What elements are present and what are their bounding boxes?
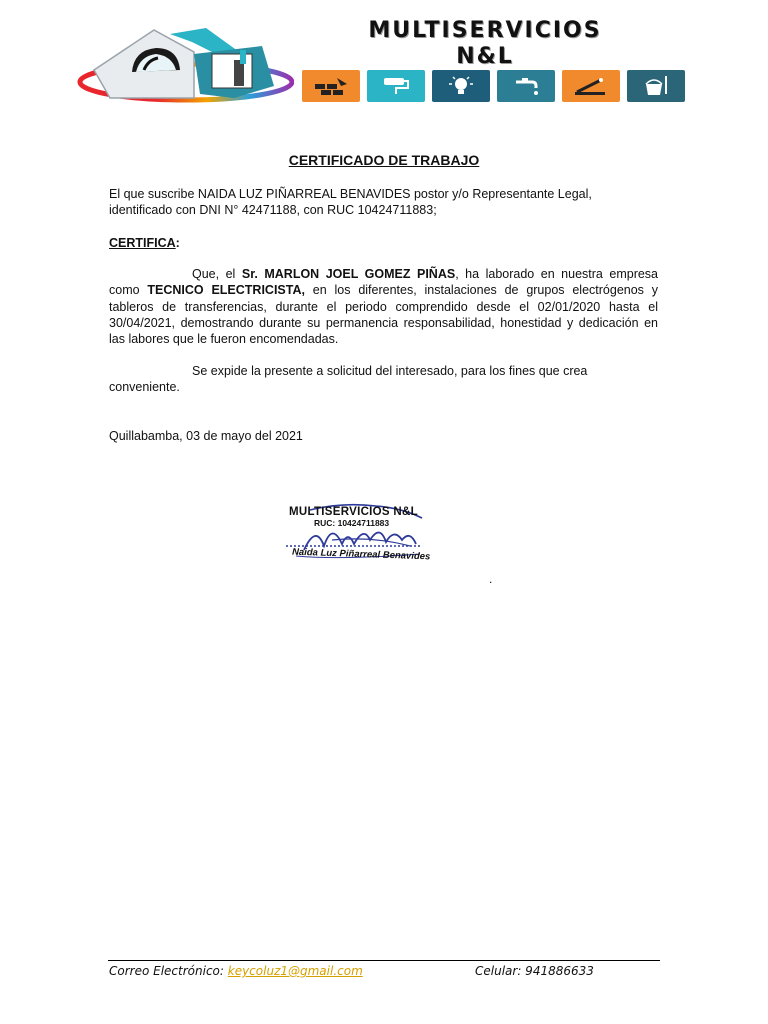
service-icons-strip xyxy=(302,70,685,102)
employee-position: TECNICO ELECTRICISTA, xyxy=(147,283,305,298)
certifica-label: CERTIFICA xyxy=(109,236,176,250)
intro-line-2: identificado con DNI N° 42471188, con RUC 10424711883; xyxy=(109,203,437,218)
footer-phone: Celular: 941886633 xyxy=(475,964,594,978)
email-link[interactable]: keycoluz1@gmail.com xyxy=(227,964,363,978)
faucet-icon xyxy=(497,70,555,102)
signatory-name: Naida Luz Piñarreal Benavides xyxy=(291,546,431,563)
place-and-date: Quillabamba, 03 de mayo del 2021 xyxy=(109,429,303,443)
lightbulb-icon xyxy=(432,70,490,102)
intro-paragraph xyxy=(109,186,629,219)
company-logo xyxy=(74,24,294,110)
document-title: CERTIFICADO DE TRABAJO xyxy=(288,152,480,168)
certificate-body xyxy=(109,266,658,347)
body-part-1: Que, el xyxy=(192,267,242,281)
certifica-heading xyxy=(109,235,180,251)
welding-icon xyxy=(562,70,620,102)
email-label: Correo Electrónico: xyxy=(109,964,228,978)
stamp-ruc: RUC: 10424711883 xyxy=(314,518,390,528)
closing-line-2: conveniente. xyxy=(109,380,180,394)
body-part-2: , ha laborado en nuestra empresa como xyxy=(109,267,659,298)
employee-name: Sr. MARLON JOEL GOMEZ PIÑAS xyxy=(241,267,456,281)
stamp-company: MULTISERVICIOS N&L xyxy=(289,506,418,518)
company-name-line1: MULTISERVICIOS xyxy=(368,18,602,43)
body-part-3: en los diferentes, instalaciones de grupos electrógenos y tableros de transferencias, durante el periodo comprendido desde el 02/01/2020 hasta el 30/04/2021, demostrando durante su permanencia responsabilidad, honestidad y dedicación en las labores que le fueron encomendadas. xyxy=(109,283,658,347)
closing-line-1: Se expide la presente a solicitud del interesado, para los fines que crea xyxy=(192,364,588,378)
bricklaying-icon xyxy=(302,70,360,102)
company-name-line2: N&L xyxy=(456,44,514,69)
cleaning-bucket-icon xyxy=(627,70,685,102)
certifica-colon: : xyxy=(175,236,180,250)
footer-email xyxy=(109,964,363,978)
paint-roller-icon xyxy=(367,70,425,102)
intro-line-1: El que suscribe NAIDA LUZ PIÑARREAL BENAVIDES postor y/o Representante Legal, xyxy=(109,187,592,201)
footer-divider xyxy=(108,960,660,961)
trailing-dot: . xyxy=(489,572,493,586)
